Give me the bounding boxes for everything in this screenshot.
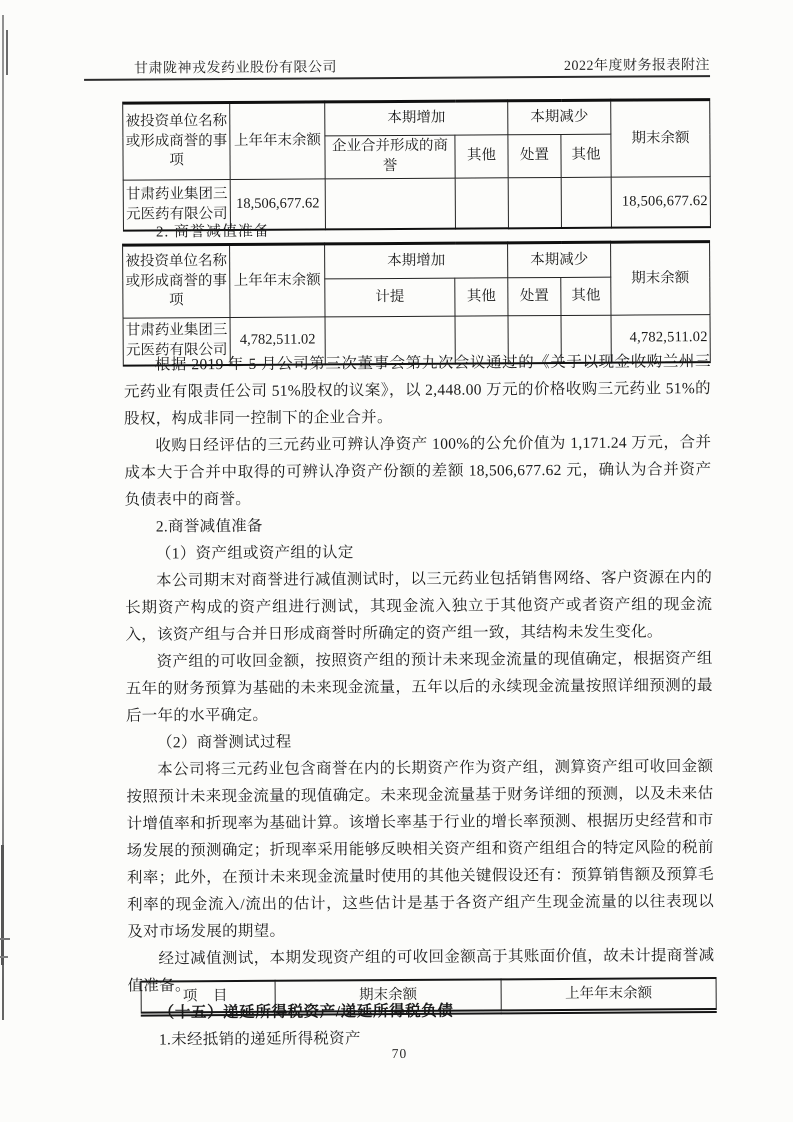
goodwill-original-value-table (122, 98, 711, 232)
section-heading-deferred-tax: （十五）递延所得税资产/递延所得税负债 (158, 1002, 454, 1022)
col-header-ending: 期末余额 (611, 242, 710, 316)
col-header-item: 项 目 (141, 981, 275, 1014)
paragraph-test-process-detail: 本公司将三元药业包含商誉在内的长期资产作为资产组，测算资产组可收回金额按照预计未来现金流量的现值确定。未来现金流量基于财务详细的预测，以及未来估计增值率和折现率为基础计算。该增长率基于行业的增长率预测、根据历史经营和市场发展的预测确定；折现率采用能够反映相关资产组和资产组组合的特定风险的税前利率；此外，在预计未来现金流量时使用的其他关键假设还有：预算销售额及预算毛利率的现金流入/流出的估计，这些估计是基于各资产组产生现金流量的以往表现以及对市场发展的期望。 (126, 758, 715, 941)
col-header-ending: 期末余额 (275, 979, 501, 1013)
col-header-entity: 被投资单位名称或形成商誉的事项 (123, 103, 230, 181)
deferred-tax-assets-table (141, 977, 717, 1017)
item-asset-group-identification: （1）资产组或资产组的认定 (155, 544, 354, 563)
col-header-prior-year: 上年年末余额 (230, 244, 325, 318)
col-header-increase-provision: 计提 (325, 278, 455, 317)
col-header-prior-year: 上年年末余额 (501, 978, 716, 1012)
paragraph-goodwill-recognition: 收购日经评估的三元药业可辨认净资产 100%的公允价值为 1,171.24 万元，合并成本大于合并中取得的可辨认净资产份额的差额 18,506,677.62 元，确认为合并资产负债表中的商誉。 (124, 434, 712, 509)
col-header-decrease-disposal: 处置 (508, 134, 561, 177)
col-header-decrease-other: 其他 (561, 277, 611, 315)
cell-entity: 甘肃药业集团三元医药有限公司 (123, 318, 230, 366)
col-header-current-increase: 本期增加 (325, 101, 508, 136)
col-header-increase-combination: 企业合并形成的商誉 (325, 135, 455, 179)
cell-entity: 甘肃药业集团三元医药有限公司 (123, 180, 230, 231)
list-item-goodwill-impairment: 2. 商誉减值准备 (155, 223, 271, 241)
item-goodwill-impairment: 2.商誉减值准备 (155, 517, 263, 536)
col-header-current-decrease: 本期减少 (508, 100, 611, 135)
col-header-current-decrease: 本期减少 (508, 242, 611, 278)
item-goodwill-test-process: （2）商誉测试过程 (157, 733, 292, 752)
page-number: 70 (391, 1045, 408, 1062)
body-text (124, 348, 715, 1054)
cell-prior-year: 18,506,677.62 (230, 179, 325, 230)
col-header-increase-other: 其他 (455, 278, 508, 316)
page-header (134, 54, 710, 78)
cell-prior-year: 4,782,511.02 (230, 317, 325, 365)
col-header-current-increase: 本期增加 (325, 243, 508, 279)
col-header-decrease-disposal: 处置 (508, 277, 561, 315)
cell-ending: 18,506,677.62 (611, 177, 710, 228)
col-header-increase-other: 其他 (455, 135, 508, 178)
paragraph-recoverable-amount: 资产组的可收回金额，按照资产组的预计未来现金流量的现值确定，根据资产组五年的财务预算为基础的未来现金流量，五年以后的永续现金流量按照详细预测的最后一年的水平确定。 (125, 650, 713, 725)
cell-decrease-disposal (508, 177, 561, 228)
col-header-entity: 被投资单位名称或形成商誉的事项 (123, 245, 230, 319)
cell-increase-other (455, 178, 508, 229)
cell-increase-combination (325, 178, 455, 229)
document-title: 2022年度财务报表附注 (563, 58, 711, 74)
col-header-ending: 期末余额 (611, 100, 710, 178)
col-header-decrease-other: 其他 (561, 134, 611, 177)
paragraph-asset-group-test: 本公司期末对商誉进行减值测试时，以三元药业包括销售网络、客户资源在内的长期资产构成的资产组进行测试，其现金流入独立于其他资产或者资产组的现金流入，该资产组与合并日形成商誉时所确定的资产组一致，其结构未发生变化。 (125, 569, 713, 644)
cell-decrease-other (561, 177, 611, 228)
col-header-prior-year: 上年年末余额 (230, 102, 325, 180)
paragraph-test-conclusion: 经过减值测试，本期发现资产组的可收回金额高于其账面价值，故未计提商誉减值准备。 (127, 947, 715, 995)
cell-ending: 4,782,511.02 (611, 315, 710, 363)
item-unoffset-deferred-tax-assets: 1.未经抵销的递延所得税资产 (158, 1030, 361, 1049)
company-name: 甘肃陇神戎发药业股份有限公司 (133, 60, 338, 77)
paragraph-acquisition-resolution: 根据 2019 年 5 月公司第三次董事会第九次会议通过的《关于以现金收购兰州三元药业有限责任公司 51%股权的议案》，以 2,448.00 万元的价格收购三元药业 51%的股权，构成非同一控制下的企业合并。 (123, 353, 712, 428)
